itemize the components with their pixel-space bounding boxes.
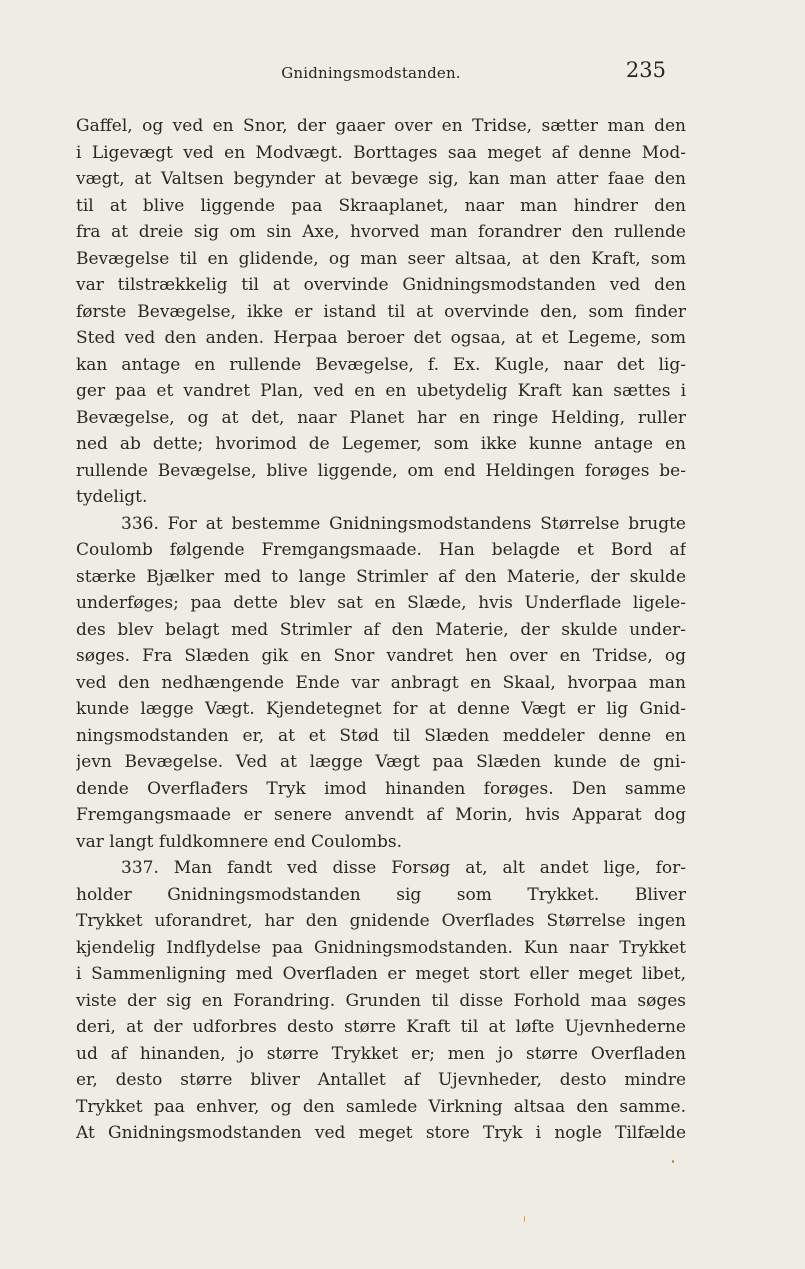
text-line: des blev belagt med Strimler af den Materie, der skulde under- <box>76 619 686 640</box>
paper-speck <box>672 1160 674 1163</box>
text-line: ger paa et vandret Plan, ved en en ubetydelig Kraft kan sættes i <box>76 381 686 401</box>
body-text <box>76 113 686 1147</box>
text-line: rullende Bevægelse, blive liggende, om end Heldingen forøges be- <box>76 460 686 481</box>
text-line: holder Gnidningsmodstanden sig som Trykket. Bliver <box>76 884 686 905</box>
paper-speck <box>524 1216 525 1222</box>
text-line: kan antage en rullende Bevægelse, f. Ex. Kugle, naar det lig- <box>76 354 686 375</box>
text-line: kjendelig Indflydelse paa Gnidningsmodstanden. Kun naar Trykket <box>76 937 686 958</box>
text-line: ned ab dette; hvorimod de Legemer, som ikke kunne antage en <box>76 434 686 454</box>
section-336-first-line: 336. For at bestemme Gnidningsmodstandens Størrelse brugte <box>121 513 686 534</box>
text-line: ved den nedhængende Ende var anbragt en Skaal, hvorpaa man <box>76 672 686 693</box>
text-line: ud af hinanden, jo større Trykket er; men jo større Overfladen <box>76 1043 686 1064</box>
text-line: Gaffel, og ved en Snor, der gaaer over en Tridse, sætter man den <box>76 116 686 136</box>
text-line: i Sammenligning med Overfladen er meget stort eller meget libet, <box>76 964 686 984</box>
text-line: i Ligevægt ved en Modvægt. Borttages saa meget af denne Mod- <box>76 142 686 163</box>
text-line: At Gnidningsmodstanden ved meget store Tryk i nogle Tilfælde <box>76 1123 686 1143</box>
text-line: fra at dreie sig om sin Axe, hvorved man forandrer den rullende <box>76 222 686 242</box>
running-title: Gnidningsmodstanden. <box>281 64 461 82</box>
text-line: første Bevægelse, ikke er istand til at overvinde den, som finder <box>76 301 686 322</box>
text-line: er, desto større bliver Antallet af Ujevnheder, desto mindre <box>76 1070 686 1090</box>
text-line: jevn Bevægelse. Ved at lægge Vægt paa Slæden kunde de gni- <box>76 752 686 772</box>
section-337-first-line: 337. Man fandt ved disse Forsøg at, alt andet lige, for- <box>121 858 686 878</box>
text-line: Fremgangsmaade er senere anvendt af Morin, hvis Apparat dog <box>76 805 686 825</box>
text-line: dende Overflađers Tryk imod hinanden forøges. Den samme <box>76 778 686 799</box>
text-line: til at blive liggende paa Skraaplanet, naar man hindrer den <box>76 195 686 216</box>
text-line: Trykket uforandret, har den gnidende Overflades Størrelse ingen <box>76 911 686 931</box>
text-line: underføges; paa dette blev sat en Slæde, hvis Underflade ligele- <box>76 593 686 613</box>
text-line: var langt fuldkomnere end Coulombs. <box>76 831 403 852</box>
page-header <box>76 58 666 86</box>
text-line: var tilstrækkelig til at overvinde Gnidningsmodstanden ved den <box>76 275 686 295</box>
text-line: viste der sig en Forandring. Grunden til disse Forhold maa søges <box>76 990 686 1011</box>
text-line: deri, at der udforbres desto større Kraft til at løfte Ujevnhederne <box>76 1017 686 1037</box>
text-line: Bevægelse, og at det, naar Planet har en ringe Helding, ruller <box>76 407 686 428</box>
text-line: Trykket paa enhver, og den samlede Virkning altsaa den samme. <box>76 1096 686 1117</box>
page-number: 235 <box>625 58 666 82</box>
text-line: Coulomb følgende Fremgangsmaade. Han belagde et Bord af <box>76 540 686 560</box>
text-line: ningsmodstanden er, at et Stød til Slæden meddeler denne en <box>76 725 686 746</box>
text-line: stærke Bjælker med to lange Strimler af den Materie, der skulde <box>76 566 686 587</box>
text-line: Sted ved den anden. Herpaa beroer det ogsaa, at et Legeme, som <box>76 328 686 348</box>
text-line: tydeligt. <box>76 487 148 507</box>
text-line: kunde lægge Vægt. Kjendetegnet for at denne Vægt er lig Gnid- <box>76 699 686 719</box>
text-line: søges. Fra Slæden gik en Snor vandret hen over en Tridse, og <box>76 646 686 666</box>
text-line: Bevægelse til en glidende, og man seer altsaa, at den Kraft, som <box>76 248 686 269</box>
text-line: vægt, at Valtsen begynder at bevæge sig, kan man atter faae den <box>76 169 686 189</box>
